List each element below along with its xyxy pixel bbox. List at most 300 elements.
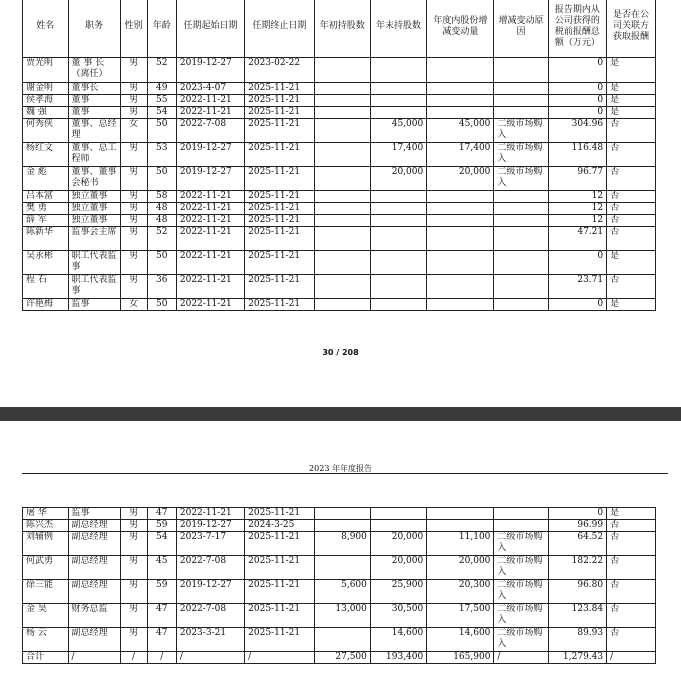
table-cell: 2023-02-22 (245, 58, 314, 83)
page-number: 30 / 208 (322, 348, 359, 357)
table-cell: 徐三能 (23, 580, 69, 604)
table-cell: 12 (548, 203, 607, 215)
table-cell: 2019-12-27 (176, 58, 244, 83)
table-cell (314, 119, 370, 143)
table-cell: 副总经理 (68, 532, 120, 556)
table-cell: 52 (147, 58, 176, 83)
header-divider (22, 473, 668, 474)
table-cell: 杨红文 (23, 143, 69, 167)
table-cell: 男 (120, 604, 147, 628)
table-cell: 2019-12-27 (176, 520, 244, 532)
table-cell: / (176, 652, 244, 664)
table-cell (427, 95, 494, 107)
table-cell: 2022-7-08 (176, 119, 244, 143)
table-cell (370, 227, 426, 251)
table-cell (427, 107, 494, 119)
table-cell: 20,000 (370, 556, 426, 580)
table-cell: 否 (607, 215, 656, 227)
table-cell: 8,900 (314, 532, 370, 556)
table-cell: 14,600 (370, 628, 426, 652)
table-cell: 20,000 (370, 167, 426, 191)
table-cell: 304.96 (548, 119, 607, 143)
compensation-table-page2 (22, 507, 656, 664)
table-cell: 否 (607, 628, 656, 652)
table-cell: 20,000 (370, 532, 426, 556)
table-cell: 2019-12-27 (176, 167, 244, 191)
table-cell (494, 191, 548, 203)
table-cell: / (245, 652, 314, 664)
table-cell (370, 58, 426, 83)
table-cell: 193,400 (370, 652, 426, 664)
table-cell (427, 251, 494, 275)
table-cell: 何秀侠 (23, 119, 69, 143)
table-cell: 男 (120, 167, 147, 191)
table-cell: 否 (607, 119, 656, 143)
table-cell (370, 83, 426, 95)
table-cell: 64.52 (548, 532, 607, 556)
table-cell: 25,900 (370, 580, 426, 604)
table-row (23, 107, 656, 119)
table-cell: 2025-11-21 (245, 299, 314, 311)
table-row (23, 167, 656, 191)
table-cell: 53 (147, 143, 176, 167)
table-cell: 2025-11-21 (245, 215, 314, 227)
table-row (23, 299, 656, 311)
table-row (23, 215, 656, 227)
table-row (23, 191, 656, 203)
table-row (23, 95, 656, 107)
table-cell (427, 227, 494, 251)
table-cell: 36 (147, 275, 176, 299)
table-cell (370, 191, 426, 203)
table-cell (314, 203, 370, 215)
table-cell: 副总经理 (68, 580, 120, 604)
table-cell: 58 (147, 191, 176, 203)
table-cell: 二级市场购入 (494, 119, 548, 143)
table-cell: 独立董事 (68, 191, 120, 203)
table-cell: 监事 (68, 508, 120, 520)
column-header: 是否在公司关联方获取报酬 (607, 0, 656, 58)
table-cell: 0 (548, 107, 607, 119)
table-cell: 是 (607, 508, 656, 520)
table-cell: / (607, 652, 656, 664)
table-cell (370, 508, 426, 520)
table-cell: 贾光明 (23, 58, 69, 83)
table-cell: 2022-11-21 (176, 191, 244, 203)
table-cell (314, 215, 370, 227)
table-cell (427, 191, 494, 203)
table-cell: 30,500 (370, 604, 426, 628)
table-cell: 否 (607, 556, 656, 580)
table-cell (314, 83, 370, 95)
table-cell: 47 (147, 604, 176, 628)
table-cell (494, 58, 548, 83)
table-cell (314, 508, 370, 520)
table-cell: 96.80 (548, 580, 607, 604)
table-cell: 男 (120, 58, 147, 83)
table-cell: 金 昊 (23, 604, 69, 628)
table-cell: 165,900 (427, 652, 494, 664)
table-cell: 是 (607, 299, 656, 311)
table-cell: 0 (548, 83, 607, 95)
table-cell (370, 299, 426, 311)
table-cell: 男 (120, 215, 147, 227)
table-cell: 2025-11-21 (245, 191, 314, 203)
table-cell: 副总经理 (68, 520, 120, 532)
table-cell: 2022-7-08 (176, 604, 244, 628)
table-cell: / (68, 652, 120, 664)
table-cell: 96.99 (548, 520, 607, 532)
table-cell: 否 (607, 203, 656, 215)
table-cell (427, 58, 494, 83)
compensation-table-page1 (22, 0, 656, 311)
table-cell: 50 (147, 251, 176, 275)
table-cell: 金 彪 (23, 167, 69, 191)
table-cell: 否 (607, 580, 656, 604)
table-cell: 董 事 长（离任） (68, 58, 120, 83)
table-cell: 45,000 (427, 119, 494, 143)
table-cell: 96.77 (548, 167, 607, 191)
table-cell (314, 520, 370, 532)
table-row (23, 275, 656, 299)
table-cell: 45,000 (370, 119, 426, 143)
table-cell (314, 107, 370, 119)
table-cell: 2025-11-21 (245, 203, 314, 215)
table-cell: 23.71 (548, 275, 607, 299)
table-cell: 17,400 (370, 143, 426, 167)
table-cell: 男 (120, 95, 147, 107)
table-cell: 2025-11-21 (245, 83, 314, 95)
table-cell: 2025-11-21 (245, 167, 314, 191)
table-cell: 男 (120, 532, 147, 556)
table-cell: 2022-11-21 (176, 203, 244, 215)
table-cell: 二级市场购入 (494, 143, 548, 167)
table-cell: 男 (120, 275, 147, 299)
table-cell: 2025-11-21 (245, 580, 314, 604)
table-cell: 2025-11-21 (245, 604, 314, 628)
column-header: 年末持股数 (370, 0, 426, 58)
table-header-row (23, 0, 656, 58)
table-cell: 是 (607, 95, 656, 107)
table-cell: 合计 (23, 652, 69, 664)
table-cell: 陈兴杰 (23, 520, 69, 532)
table-cell: 20,000 (427, 167, 494, 191)
table-cell: 男 (120, 556, 147, 580)
table-cell (370, 251, 426, 275)
table-cell: 监事会主席 (68, 227, 120, 251)
table-cell: 12 (548, 215, 607, 227)
table-cell: 2022-11-21 (176, 227, 244, 251)
table-cell: 12 (548, 191, 607, 203)
table-cell: 0 (548, 299, 607, 311)
table-row (23, 251, 656, 275)
column-header: 增减变动原因 (494, 0, 548, 58)
report-page-31 (0, 421, 681, 688)
table-cell: 董事、董事会秘书 (68, 167, 120, 191)
table-cell: 许艳梅 (23, 299, 69, 311)
table-cell (370, 107, 426, 119)
table-cell (494, 83, 548, 95)
table-cell (314, 58, 370, 83)
table-cell: 陈新华 (23, 227, 69, 251)
table-cell: 0 (548, 95, 607, 107)
table-cell: 否 (607, 191, 656, 203)
table-cell: 2022-11-21 (176, 215, 244, 227)
table-cell: 女 (120, 119, 147, 143)
table-cell: 吕本富 (23, 191, 69, 203)
table-cell: 二级市场购入 (494, 556, 548, 580)
table-cell: 否 (607, 143, 656, 167)
table-cell: 2025-11-21 (245, 508, 314, 520)
table-cell: 2019-12-27 (176, 580, 244, 604)
table-cell: / (494, 652, 548, 664)
table-cell: 2025-11-21 (245, 119, 314, 143)
column-header: 年龄 (147, 0, 176, 58)
table-cell: 54 (147, 532, 176, 556)
table-cell: 否 (607, 227, 656, 251)
table-cell: 否 (607, 604, 656, 628)
table-cell: 2022-11-21 (176, 275, 244, 299)
table-cell (494, 203, 548, 215)
table-cell: 89.93 (548, 628, 607, 652)
table-cell: 董事 (68, 107, 120, 119)
table-cell: 48 (147, 215, 176, 227)
table-cell (427, 83, 494, 95)
table-cell: 27,500 (314, 652, 370, 664)
table-cell: 副总经理 (68, 556, 120, 580)
table-cell: 男 (120, 203, 147, 215)
table-cell: 二级市场购入 (494, 580, 548, 604)
table-cell: 45 (147, 556, 176, 580)
table-row (23, 532, 656, 556)
table-cell: 谢金明 (23, 83, 69, 95)
table-row (23, 556, 656, 580)
table-cell: 职工代表监事 (68, 251, 120, 275)
table-cell: 监事 (68, 299, 120, 311)
table-cell: 二级市场购入 (494, 532, 548, 556)
table-cell: 13,000 (314, 604, 370, 628)
table-cell: 二级市场购入 (494, 604, 548, 628)
column-header: 任期起始日期 (176, 0, 244, 58)
table-cell: 17,400 (427, 143, 494, 167)
table-cell: 123.84 (548, 604, 607, 628)
table-cell: 0 (548, 251, 607, 275)
table-cell: 2019-12-27 (176, 143, 244, 167)
table-cell (494, 251, 548, 275)
table-cell: 独立董事 (68, 203, 120, 215)
table-cell: 20,000 (427, 556, 494, 580)
table-cell: 47 (147, 508, 176, 520)
table-cell: 2022-11-21 (176, 508, 244, 520)
table-cell: 2023-7-17 (176, 532, 244, 556)
table-cell: 2025-11-21 (245, 107, 314, 119)
table-cell: 2022-11-21 (176, 107, 244, 119)
table-cell: / (147, 652, 176, 664)
table-row (23, 520, 656, 532)
table-cell: 2022-11-21 (176, 299, 244, 311)
table-cell: 副总经理 (68, 628, 120, 652)
table-cell: 0 (548, 508, 607, 520)
table-cell (494, 227, 548, 251)
table-row (23, 119, 656, 143)
table-cell (370, 275, 426, 299)
table-cell (494, 275, 548, 299)
table-cell: 47.21 (548, 227, 607, 251)
table-row (23, 508, 656, 520)
table-cell (314, 628, 370, 652)
table-cell: 11,100 (427, 532, 494, 556)
table-row (23, 652, 656, 664)
table-cell (427, 275, 494, 299)
table-cell: 二级市场购入 (494, 628, 548, 652)
table-cell (494, 107, 548, 119)
table-cell: 董事、总经理 (68, 119, 120, 143)
table-cell: 何武勇 (23, 556, 69, 580)
table-cell: 男 (120, 107, 147, 119)
table-cell: 1,279.43 (548, 652, 607, 664)
table-cell: 屠 华 (23, 508, 69, 520)
table-cell: 吴永彬 (23, 251, 69, 275)
table-cell (314, 227, 370, 251)
table-row (23, 143, 656, 167)
table-cell: 否 (607, 275, 656, 299)
table-cell (494, 215, 548, 227)
table-row (23, 580, 656, 604)
table-cell: 董事、总工程师 (68, 143, 120, 167)
table-cell: 魏 强 (23, 107, 69, 119)
table-cell: 樊 勇 (23, 203, 69, 215)
table-cell (427, 299, 494, 311)
table-cell: 是 (607, 58, 656, 83)
column-header: 性别 (120, 0, 147, 58)
table-cell: 二级市场购入 (494, 167, 548, 191)
column-header: 任期终止日期 (245, 0, 314, 58)
table-cell: 0 (548, 58, 607, 83)
table-cell (370, 95, 426, 107)
report-header: 2023 年年度报告 (309, 464, 372, 473)
table-cell: 50 (147, 119, 176, 143)
table-cell: 54 (147, 107, 176, 119)
table-cell: 否 (607, 520, 656, 532)
table-row (23, 58, 656, 83)
table-cell: 男 (120, 227, 147, 251)
table-cell (494, 299, 548, 311)
table-cell (314, 95, 370, 107)
table-cell (494, 95, 548, 107)
table-cell: 董事长 (68, 83, 120, 95)
table-cell: 杨 云 (23, 628, 69, 652)
table-cell: 2025-11-21 (245, 251, 314, 275)
table-cell: 2023-3-21 (176, 628, 244, 652)
table-cell: 独立董事 (68, 215, 120, 227)
table-cell: 59 (147, 580, 176, 604)
table-cell: 薛 军 (23, 215, 69, 227)
table-cell: 49 (147, 83, 176, 95)
table-cell: 2023-4-07 (176, 83, 244, 95)
table-cell: 20,300 (427, 580, 494, 604)
table-cell (314, 556, 370, 580)
table-cell (427, 520, 494, 532)
column-header: 年度内股份增减变动量 (427, 0, 494, 58)
table-cell (314, 251, 370, 275)
table-cell (314, 275, 370, 299)
table-cell: 董事 (68, 95, 120, 107)
table-cell: 116.48 (548, 143, 607, 167)
table-cell (370, 203, 426, 215)
table-cell: 55 (147, 95, 176, 107)
table-cell: 52 (147, 227, 176, 251)
table-cell: 程 石 (23, 275, 69, 299)
table-cell: 48 (147, 203, 176, 215)
table-cell: 男 (120, 251, 147, 275)
table-cell: 女 (120, 299, 147, 311)
table-cell: 2022-7-08 (176, 556, 244, 580)
table-cell (314, 299, 370, 311)
table-cell: 男 (120, 520, 147, 532)
table-cell: 2025-11-21 (245, 275, 314, 299)
table-cell: 刘辅例 (23, 532, 69, 556)
table-cell: 50 (147, 299, 176, 311)
table-cell (314, 191, 370, 203)
table-cell: 2022-11-21 (176, 251, 244, 275)
table-cell: 14,600 (427, 628, 494, 652)
table-cell: 男 (120, 628, 147, 652)
table-cell: 是 (607, 107, 656, 119)
column-header: 姓名 (23, 0, 69, 58)
table-cell: 侯孝海 (23, 95, 69, 107)
table-cell: 2025-11-21 (245, 143, 314, 167)
table-cell: 职工代表监事 (68, 275, 120, 299)
table-cell (314, 143, 370, 167)
table-cell: 是 (607, 251, 656, 275)
table-cell: 男 (120, 580, 147, 604)
table-cell: 2025-11-21 (245, 95, 314, 107)
table-row (23, 83, 656, 95)
table-cell (370, 520, 426, 532)
table-cell: 男 (120, 191, 147, 203)
table-cell: 男 (120, 143, 147, 167)
table-cell: 否 (607, 532, 656, 556)
table-cell: 2024-3-25 (245, 520, 314, 532)
table-cell: 182.22 (548, 556, 607, 580)
table-cell: / (120, 652, 147, 664)
table-cell: 2025-11-21 (245, 628, 314, 652)
table-cell: 2025-11-21 (245, 556, 314, 580)
table-cell (370, 215, 426, 227)
table-cell: 50 (147, 167, 176, 191)
table-cell: 男 (120, 83, 147, 95)
table-cell: 否 (607, 167, 656, 191)
table-row (23, 227, 656, 251)
table-cell: 2022-11-21 (176, 95, 244, 107)
table-row (23, 203, 656, 215)
table-cell: 是 (607, 83, 656, 95)
table-cell: 财务总监 (68, 604, 120, 628)
table-cell (314, 167, 370, 191)
table-cell: 2025-11-21 (245, 532, 314, 556)
table-cell (427, 203, 494, 215)
table-row (23, 604, 656, 628)
table-cell (494, 520, 548, 532)
column-header: 职务 (68, 0, 120, 58)
table-cell: 47 (147, 628, 176, 652)
table-cell (427, 508, 494, 520)
table-cell: 17,500 (427, 604, 494, 628)
table-cell: 5,600 (314, 580, 370, 604)
table-row (23, 628, 656, 652)
column-header: 报告期内从公司获得的税前报酬总额（万元） (548, 0, 607, 58)
table-cell: 2025-11-21 (245, 227, 314, 251)
